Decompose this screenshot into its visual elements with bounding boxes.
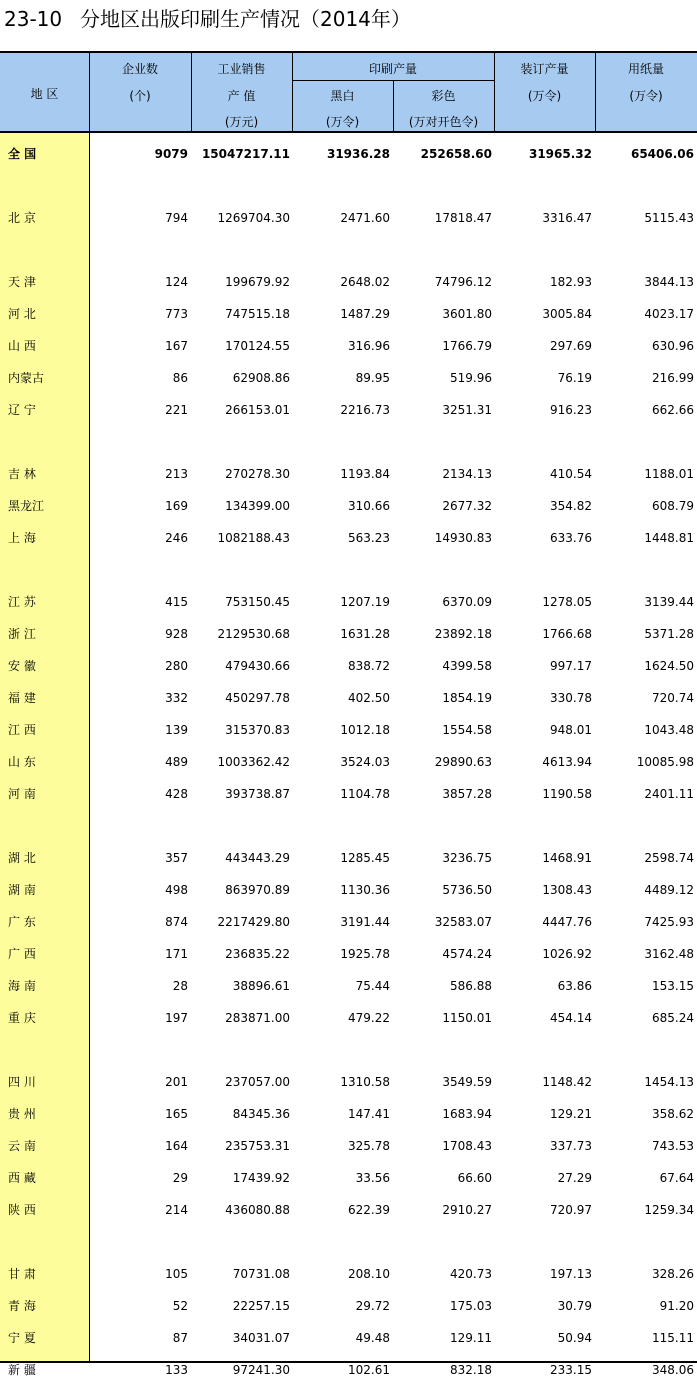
table-row bbox=[0, 522, 697, 554]
table-cell: 283871.00 bbox=[225, 1011, 290, 1025]
region-name: 海 南 bbox=[8, 979, 36, 993]
header-enterprises: 企业数 bbox=[121, 62, 158, 76]
table-cell: 2129530.68 bbox=[217, 627, 290, 641]
table-cell: 563.23 bbox=[348, 531, 390, 545]
region-name: 山 西 bbox=[8, 339, 36, 353]
table-cell: 214 bbox=[165, 1203, 188, 1217]
table-row bbox=[0, 586, 697, 618]
table-cell: 22257.15 bbox=[232, 1299, 290, 1313]
table-cell: 316.96 bbox=[348, 339, 390, 353]
table-cell: 84345.36 bbox=[232, 1107, 290, 1121]
table-row bbox=[0, 1258, 697, 1290]
table-cell: 2648.02 bbox=[340, 275, 390, 289]
table-cell: 3844.13 bbox=[644, 275, 694, 289]
table-cell: 720.97 bbox=[550, 1203, 592, 1217]
region-name: 河 北 bbox=[8, 307, 36, 321]
table-cell: 1193.84 bbox=[340, 467, 390, 481]
table-cell: 630.96 bbox=[652, 339, 694, 353]
table-cell: 252658.60 bbox=[420, 147, 492, 161]
table-cell: 1631.28 bbox=[340, 627, 390, 641]
table-cell: 4399.58 bbox=[442, 659, 492, 673]
table-row bbox=[0, 394, 697, 426]
header-enterprises-unit: (个) bbox=[129, 89, 151, 103]
table-cell: 139 bbox=[165, 723, 188, 737]
region-name: 贵 州 bbox=[8, 1107, 36, 1121]
table-cell: 608.79 bbox=[652, 499, 694, 513]
region-name: 北 京 bbox=[8, 211, 36, 225]
table-row bbox=[0, 362, 697, 394]
table-cell: 102.61 bbox=[348, 1363, 390, 1377]
table-title-text: 分地区出版印刷生产情况（2014年） bbox=[80, 7, 411, 31]
region-name: 江 西 bbox=[8, 723, 36, 737]
table-cell: 30.79 bbox=[557, 1299, 592, 1313]
table-cell: 832.18 bbox=[450, 1363, 492, 1377]
table-cell: 357 bbox=[165, 851, 188, 865]
header-sales: 工业销售 bbox=[217, 62, 266, 76]
table-cell: 1766.68 bbox=[542, 627, 592, 641]
table-row bbox=[0, 618, 697, 650]
table-cell: 498 bbox=[165, 883, 188, 897]
table-cell: 720.74 bbox=[652, 691, 694, 705]
region-name: 山 东 bbox=[8, 755, 36, 769]
table-cell: 197 bbox=[165, 1011, 188, 1025]
table-cell: 1269704.30 bbox=[217, 211, 290, 225]
region-name: 四 川 bbox=[8, 1075, 36, 1089]
table-cell: 38896.61 bbox=[232, 979, 290, 993]
table-cell: 52 bbox=[172, 1299, 188, 1313]
table-cell: 420.73 bbox=[450, 1267, 492, 1281]
table-cell: 838.72 bbox=[348, 659, 390, 673]
header-bw-unit: (万令) bbox=[325, 115, 360, 129]
table-cell: 997.17 bbox=[550, 659, 592, 673]
header-region: 地 区 bbox=[30, 87, 59, 101]
table-cell: 1026.92 bbox=[542, 947, 592, 961]
table-cell: 63.86 bbox=[557, 979, 592, 993]
table-cell: 2910.27 bbox=[442, 1203, 492, 1217]
table-cell: 3139.44 bbox=[644, 595, 694, 609]
table-cell: 1082188.43 bbox=[217, 531, 290, 545]
region-name: 新 疆 bbox=[8, 1363, 36, 1377]
table-cell: 1925.78 bbox=[340, 947, 390, 961]
table-cell: 3162.48 bbox=[644, 947, 694, 961]
table-cell: 310.66 bbox=[348, 499, 390, 513]
table-cell: 794 bbox=[165, 211, 188, 225]
table-cell: 2217429.80 bbox=[217, 915, 290, 929]
header-binding: 装订产量 bbox=[520, 62, 569, 76]
table-cell: 23892.18 bbox=[434, 627, 492, 641]
table-row bbox=[0, 778, 697, 810]
region-name: 重 庆 bbox=[8, 1011, 36, 1025]
header-bw: 黑白 bbox=[330, 89, 355, 103]
table-cell: 450297.78 bbox=[225, 691, 290, 705]
table-cell: 5736.50 bbox=[442, 883, 492, 897]
table-row bbox=[0, 842, 697, 874]
table-cell: 237057.00 bbox=[225, 1075, 290, 1089]
table-cell: 2677.32 bbox=[442, 499, 492, 513]
table-cell: 17818.47 bbox=[434, 211, 492, 225]
table-cell: 415 bbox=[165, 595, 188, 609]
region-name: 湖 南 bbox=[8, 883, 36, 897]
table-body bbox=[0, 133, 697, 1377]
region-name: 陕 西 bbox=[8, 1203, 36, 1217]
table-cell: 1012.18 bbox=[340, 723, 390, 737]
table-cell: 6370.09 bbox=[442, 595, 492, 609]
table-cell: 393738.87 bbox=[225, 787, 290, 801]
table-cell: 874 bbox=[165, 915, 188, 929]
table-cell: 89.95 bbox=[355, 371, 390, 385]
table-cell: 3251.31 bbox=[442, 403, 492, 417]
table-cell: 2401.11 bbox=[644, 787, 694, 801]
table-cell: 153.15 bbox=[652, 979, 694, 993]
table-cell: 175.03 bbox=[450, 1299, 492, 1313]
table-row bbox=[0, 330, 697, 362]
table-cell: 454.14 bbox=[550, 1011, 592, 1025]
region-name: 青 海 bbox=[8, 1299, 36, 1313]
region-name: 江 苏 bbox=[8, 595, 36, 609]
table-cell: 235753.31 bbox=[225, 1139, 290, 1153]
table-row bbox=[0, 1002, 697, 1034]
table-cell: 1487.29 bbox=[340, 307, 390, 321]
table-cell: 17439.92 bbox=[232, 1171, 290, 1185]
region-name: 吉 林 bbox=[8, 467, 36, 481]
table-row bbox=[0, 298, 697, 330]
table-cell: 197.13 bbox=[550, 1267, 592, 1281]
table-cell: 743.53 bbox=[652, 1139, 694, 1153]
table-cell: 1554.58 bbox=[442, 723, 492, 737]
table-number: 23-10 bbox=[4, 7, 63, 31]
table-cell: 32583.07 bbox=[434, 915, 492, 929]
table-cell: 208.10 bbox=[348, 1267, 390, 1281]
table-cell: 2216.73 bbox=[340, 403, 390, 417]
table-cell: 29.72 bbox=[355, 1299, 390, 1313]
table-cell: 9079 bbox=[154, 147, 188, 161]
table-cell: 1190.58 bbox=[542, 787, 592, 801]
region-name: 浙 江 bbox=[8, 627, 36, 641]
table-cell: 863970.89 bbox=[225, 883, 290, 897]
table-row bbox=[0, 938, 697, 970]
table-title bbox=[4, 4, 411, 34]
table-cell: 297.69 bbox=[550, 339, 592, 353]
table-cell: 105 bbox=[165, 1267, 188, 1281]
table-cell: 1043.48 bbox=[644, 723, 694, 737]
table-row bbox=[0, 458, 697, 490]
table-row bbox=[0, 1098, 697, 1130]
table-cell: 1310.58 bbox=[340, 1075, 390, 1089]
table-cell: 1683.94 bbox=[442, 1107, 492, 1121]
table-cell: 75.44 bbox=[355, 979, 390, 993]
table-cell: 3524.03 bbox=[340, 755, 390, 769]
table-cell: 86 bbox=[172, 371, 188, 385]
table-cell: 1308.43 bbox=[542, 883, 592, 897]
table-cell: 129.21 bbox=[550, 1107, 592, 1121]
table-cell: 167 bbox=[165, 339, 188, 353]
table-cell: 1854.19 bbox=[442, 691, 492, 705]
table-cell: 34031.07 bbox=[232, 1331, 290, 1345]
table-row bbox=[0, 650, 697, 682]
table-cell: 1448.81 bbox=[644, 531, 694, 545]
region-name: 西 藏 bbox=[8, 1171, 36, 1185]
table-row bbox=[0, 1130, 697, 1162]
table-cell: 330.78 bbox=[550, 691, 592, 705]
table-cell: 753150.45 bbox=[225, 595, 290, 609]
table-cell: 7425.93 bbox=[644, 915, 694, 929]
table-cell: 87 bbox=[172, 1331, 188, 1345]
table-cell: 348.06 bbox=[652, 1363, 694, 1377]
header-color: 彩色 bbox=[431, 89, 456, 103]
table-cell: 199679.92 bbox=[225, 275, 290, 289]
table-cell: 1188.01 bbox=[644, 467, 694, 481]
table-cell: 3857.28 bbox=[442, 787, 492, 801]
table-cell: 97241.30 bbox=[232, 1363, 290, 1377]
region-name: 甘 肃 bbox=[8, 1267, 36, 1281]
table-cell: 2134.13 bbox=[442, 467, 492, 481]
table-cell: 1003362.42 bbox=[217, 755, 290, 769]
table-cell: 33.56 bbox=[355, 1171, 390, 1185]
table-cell: 246 bbox=[165, 531, 188, 545]
header-sales-2: 产 值 bbox=[227, 89, 256, 103]
table-cell: 4447.76 bbox=[542, 915, 592, 929]
table-cell: 91.20 bbox=[659, 1299, 694, 1313]
table-cell: 10085.98 bbox=[636, 755, 694, 769]
header-color-unit: (万对开色令) bbox=[408, 115, 479, 129]
table-row bbox=[0, 266, 697, 298]
table-cell: 233.15 bbox=[550, 1363, 592, 1377]
table-cell: 76.19 bbox=[557, 371, 592, 385]
region-name: 上 海 bbox=[8, 531, 36, 545]
table-cell: 182.93 bbox=[550, 275, 592, 289]
table-row bbox=[0, 1322, 697, 1354]
table-cell: 14930.83 bbox=[434, 531, 492, 545]
table-cell: 4574.24 bbox=[442, 947, 492, 961]
table-cell: 436080.88 bbox=[225, 1203, 290, 1217]
table-cell: 221 bbox=[165, 403, 188, 417]
table-row bbox=[0, 1066, 697, 1098]
region-name: 宁 夏 bbox=[8, 1331, 36, 1345]
table-cell: 1259.34 bbox=[644, 1203, 694, 1217]
table-cell: 270278.30 bbox=[225, 467, 290, 481]
table-bottom-rule bbox=[0, 1361, 697, 1363]
table-cell: 49.48 bbox=[355, 1331, 390, 1345]
region-name: 全 国 bbox=[8, 147, 37, 161]
table-cell: 662.66 bbox=[652, 403, 694, 417]
table-cell: 685.24 bbox=[652, 1011, 694, 1025]
table-cell: 948.01 bbox=[550, 723, 592, 737]
table-cell: 1624.50 bbox=[644, 659, 694, 673]
table-cell: 354.82 bbox=[550, 499, 592, 513]
table-cell: 4023.17 bbox=[644, 307, 694, 321]
table-cell: 428 bbox=[165, 787, 188, 801]
header-paper: 用纸量 bbox=[627, 62, 664, 76]
table-cell: 236835.22 bbox=[225, 947, 290, 961]
table-cell: 2598.74 bbox=[644, 851, 694, 865]
table-cell: 479.22 bbox=[348, 1011, 390, 1025]
table-cell: 5371.28 bbox=[644, 627, 694, 641]
header-binding-unit: (万令) bbox=[527, 89, 562, 103]
header-sales-unit: (万元) bbox=[224, 115, 259, 129]
table-cell: 315370.83 bbox=[225, 723, 290, 737]
table-cell: 410.54 bbox=[550, 467, 592, 481]
table-cell: 402.50 bbox=[348, 691, 390, 705]
region-name: 广 东 bbox=[8, 915, 36, 929]
table-row bbox=[0, 970, 697, 1002]
table-row bbox=[0, 1162, 697, 1194]
table-cell: 164 bbox=[165, 1139, 188, 1153]
table-cell: 328.26 bbox=[652, 1267, 694, 1281]
table-cell: 1130.36 bbox=[340, 883, 390, 897]
table-row bbox=[0, 714, 697, 746]
table-cell: 1766.79 bbox=[442, 339, 492, 353]
table-cell: 170124.55 bbox=[225, 339, 290, 353]
table-cell: 133 bbox=[165, 1363, 188, 1377]
table-cell: 74796.12 bbox=[434, 275, 492, 289]
table-cell: 479430.66 bbox=[225, 659, 290, 673]
table-cell: 280 bbox=[165, 659, 188, 673]
table-row bbox=[0, 1194, 697, 1226]
table-cell: 134399.00 bbox=[225, 499, 290, 513]
table-cell: 115.11 bbox=[652, 1331, 694, 1345]
table-cell: 29890.63 bbox=[434, 755, 492, 769]
table-row bbox=[0, 1290, 697, 1322]
table-cell: 337.73 bbox=[550, 1139, 592, 1153]
table-cell: 147.41 bbox=[348, 1107, 390, 1121]
table-cell: 332 bbox=[165, 691, 188, 705]
table-cell: 916.23 bbox=[550, 403, 592, 417]
table-cell: 266153.01 bbox=[225, 403, 290, 417]
table-cell: 3005.84 bbox=[542, 307, 592, 321]
table-cell: 31965.32 bbox=[528, 147, 592, 161]
table-cell: 3549.59 bbox=[442, 1075, 492, 1089]
table-cell: 29 bbox=[172, 1171, 188, 1185]
region-name: 河 南 bbox=[8, 787, 36, 801]
table-cell: 3236.75 bbox=[442, 851, 492, 865]
table-cell: 50.94 bbox=[557, 1331, 592, 1345]
table-cell: 66.60 bbox=[457, 1171, 492, 1185]
table-cell: 1150.01 bbox=[442, 1011, 492, 1025]
region-name: 内蒙古 bbox=[8, 371, 45, 385]
header-subdivider bbox=[292, 80, 494, 81]
table-row bbox=[0, 1354, 697, 1386]
table-cell: 5115.43 bbox=[644, 211, 694, 225]
table-cell: 443443.29 bbox=[225, 851, 290, 865]
table-cell: 213 bbox=[165, 467, 188, 481]
table-cell: 633.76 bbox=[550, 531, 592, 545]
table-row bbox=[0, 874, 697, 906]
table-cell: 165 bbox=[165, 1107, 188, 1121]
table-cell: 586.88 bbox=[450, 979, 492, 993]
table-row bbox=[0, 682, 697, 714]
region-name: 安 徽 bbox=[8, 659, 36, 673]
table-header bbox=[0, 51, 697, 133]
table-cell: 15047217.11 bbox=[201, 147, 290, 161]
table-cell: 1148.42 bbox=[542, 1075, 592, 1089]
table-cell: 27.29 bbox=[557, 1171, 592, 1185]
table-cell: 1104.78 bbox=[340, 787, 390, 801]
table-cell: 70731.08 bbox=[232, 1267, 290, 1281]
region-name: 云 南 bbox=[8, 1139, 36, 1153]
table-cell: 1278.05 bbox=[542, 595, 592, 609]
table-cell: 201 bbox=[165, 1075, 188, 1089]
table-cell: 1454.13 bbox=[644, 1075, 694, 1089]
table-row bbox=[0, 490, 697, 522]
table-cell: 2471.60 bbox=[340, 211, 390, 225]
table-cell: 3316.47 bbox=[542, 211, 592, 225]
header-paper-unit: (万令) bbox=[629, 89, 663, 103]
table-cell: 28 bbox=[172, 979, 188, 993]
region-name: 黑龙江 bbox=[8, 499, 45, 513]
table-cell: 358.62 bbox=[652, 1107, 694, 1121]
table-cell: 519.96 bbox=[450, 371, 492, 385]
table-cell: 773 bbox=[165, 307, 188, 321]
total-row bbox=[0, 138, 697, 170]
data-table bbox=[0, 51, 697, 1377]
region-name: 辽 宁 bbox=[8, 403, 36, 417]
region-name: 福 建 bbox=[8, 691, 36, 705]
table-cell: 129.11 bbox=[450, 1331, 492, 1345]
table-cell: 1468.91 bbox=[542, 851, 592, 865]
table-row bbox=[0, 202, 697, 234]
table-cell: 1285.45 bbox=[340, 851, 390, 865]
header-print: 印刷产量 bbox=[368, 62, 417, 76]
table-cell: 124 bbox=[165, 275, 188, 289]
table-row bbox=[0, 746, 697, 778]
table-cell: 216.99 bbox=[652, 371, 694, 385]
region-name: 广 西 bbox=[8, 947, 36, 961]
table-cell: 65406.06 bbox=[630, 147, 694, 161]
region-name: 湖 北 bbox=[8, 851, 36, 865]
table-cell: 4613.94 bbox=[542, 755, 592, 769]
table-cell: 747515.18 bbox=[225, 307, 290, 321]
table-cell: 1708.43 bbox=[442, 1139, 492, 1153]
table-cell: 171 bbox=[165, 947, 188, 961]
table-cell: 489 bbox=[165, 755, 188, 769]
table-cell: 4489.12 bbox=[644, 883, 694, 897]
table-cell: 3191.44 bbox=[340, 915, 390, 929]
region-name: 天 津 bbox=[8, 275, 36, 289]
table-cell: 169 bbox=[165, 499, 188, 513]
table-cell: 67.64 bbox=[659, 1171, 694, 1185]
table-cell: 62908.86 bbox=[232, 371, 290, 385]
table-cell: 1207.19 bbox=[340, 595, 390, 609]
table-cell: 3601.80 bbox=[442, 307, 492, 321]
table-cell: 325.78 bbox=[348, 1139, 390, 1153]
table-cell: 31936.28 bbox=[326, 147, 390, 161]
table-cell: 622.39 bbox=[348, 1203, 390, 1217]
table-cell: 928 bbox=[165, 627, 188, 641]
table-row bbox=[0, 906, 697, 938]
